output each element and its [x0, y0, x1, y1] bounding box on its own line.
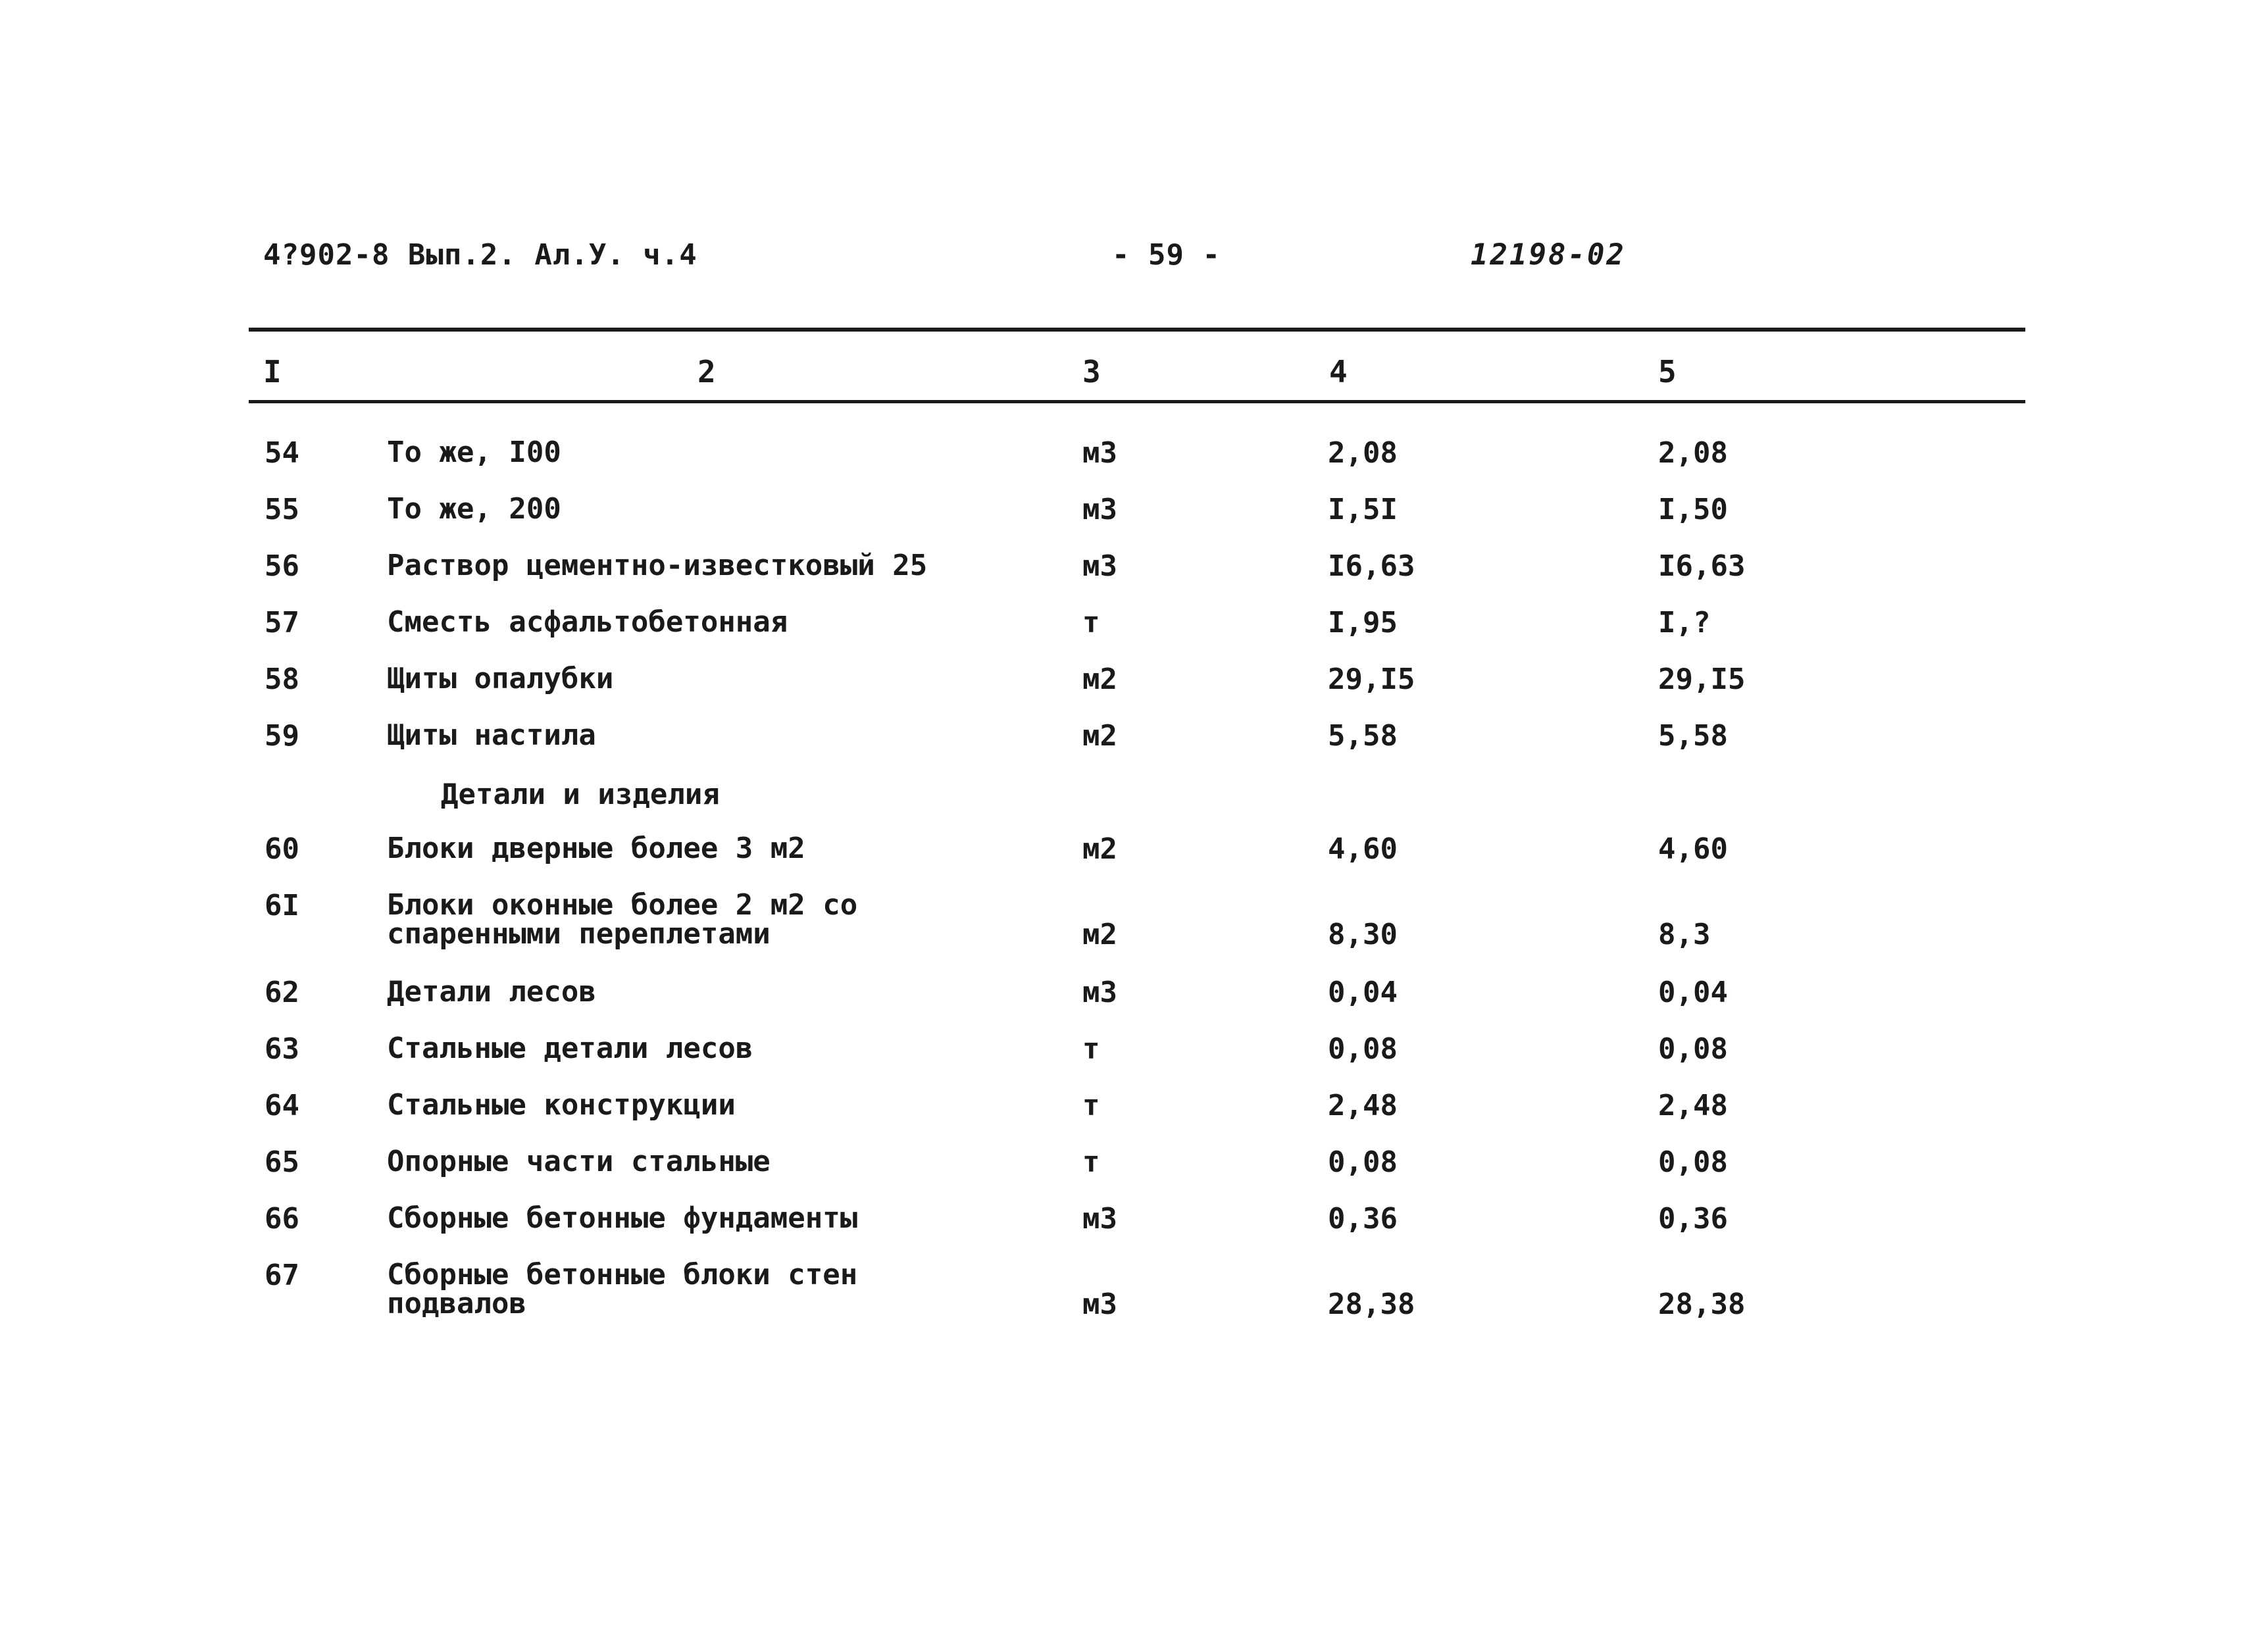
row-unit: м3: [1082, 1202, 1117, 1236]
row-value-5: I,?: [1658, 606, 1711, 639]
row-value-4: 0,08: [1328, 1032, 1398, 1066]
row-name: Стальные детали лесов: [387, 1032, 753, 1065]
row-unit: м3: [1082, 436, 1117, 470]
row-value-4: 28,38: [1328, 1288, 1415, 1321]
row-name: Щиты настила: [387, 718, 596, 752]
row-number: 6I: [265, 889, 299, 922]
row-name: Сборные бетонные фундаменты: [387, 1201, 858, 1235]
row-value-5: 2,48: [1658, 1089, 1728, 1122]
row-unit: м3: [1082, 976, 1117, 1009]
row-name: Щиты опалубки: [387, 662, 614, 695]
row-value-5: 5,58: [1658, 719, 1728, 753]
column-header-3: 3: [1082, 354, 1101, 389]
row-name: Блоки оконные более 2 м2 со спаренными переплетами: [387, 888, 858, 951]
document-stamp: 12198-02: [1471, 238, 1626, 272]
row-value-5: 0,04: [1658, 976, 1728, 1009]
row-name: Сборные бетонные блоки стен подвалов: [387, 1258, 858, 1320]
row-unit: т: [1082, 1089, 1100, 1122]
row-value-4: 29,I5: [1328, 663, 1415, 696]
row-value-4: 0,36: [1328, 1202, 1398, 1236]
row-number: 60: [265, 832, 299, 866]
row-number: 66: [265, 1202, 299, 1236]
row-unit: м2: [1082, 719, 1117, 753]
row-value-5: 0,36: [1658, 1202, 1728, 1236]
row-number: 65: [265, 1145, 299, 1179]
row-name: То же, I00: [387, 436, 561, 469]
row-number: 64: [265, 1089, 299, 1122]
row-name: Опорные части стальные: [387, 1145, 771, 1178]
row-number: 54: [265, 436, 299, 470]
row-unit: м3: [1082, 1288, 1117, 1321]
row-unit: т: [1082, 1145, 1100, 1179]
row-name: Сместь асфальтобетонная: [387, 605, 788, 639]
row-value-4: 5,58: [1328, 719, 1398, 753]
row-number: 59: [265, 719, 299, 753]
row-value-4: 4,60: [1328, 832, 1398, 866]
row-name: Детали лесов: [387, 975, 596, 1009]
row-unit: м3: [1082, 549, 1117, 583]
row-value-5: 28,38: [1658, 1288, 1746, 1321]
row-value-4: I,5I: [1328, 493, 1398, 526]
row-value-5: 2,08: [1658, 436, 1728, 470]
document-code: 4?902-8 Вып.2. Ал.У. ч.4: [263, 238, 697, 272]
row-unit: т: [1082, 1032, 1100, 1066]
row-number: 67: [265, 1259, 299, 1292]
row-value-5: I,50: [1658, 493, 1728, 526]
column-header-2: 2: [697, 354, 716, 389]
row-unit: м2: [1082, 918, 1117, 951]
section-title: Детали и изделия: [441, 778, 720, 811]
row-unit: м3: [1082, 493, 1117, 526]
row-unit: м2: [1082, 663, 1117, 696]
row-number: 63: [265, 1032, 299, 1066]
row-number: 57: [265, 606, 299, 639]
row-value-4: 2,08: [1328, 436, 1398, 470]
row-value-5: 0,08: [1658, 1145, 1728, 1179]
row-value-4: 8,30: [1328, 918, 1398, 951]
row-number: 62: [265, 976, 299, 1009]
row-unit: м2: [1082, 832, 1117, 866]
row-number: 58: [265, 663, 299, 696]
row-value-5: 4,60: [1658, 832, 1728, 866]
row-value-5: 8,3: [1658, 918, 1711, 951]
row-value-4: I6,63: [1328, 549, 1415, 583]
table-header-rule: [249, 400, 2025, 403]
row-number: 55: [265, 493, 299, 526]
table-top-rule: [249, 328, 2025, 332]
column-header-5: 5: [1658, 354, 1677, 389]
page-number: - 59 -: [1112, 238, 1221, 272]
row-value-5: 0,08: [1658, 1032, 1728, 1066]
column-header-1: I: [263, 354, 282, 389]
row-number: 56: [265, 549, 299, 583]
row-name: То же, 200: [387, 492, 561, 526]
row-value-5: I6,63: [1658, 549, 1746, 583]
row-value-4: 0,04: [1328, 976, 1398, 1009]
row-value-4: 2,48: [1328, 1089, 1398, 1122]
row-name: Раствор цементно-известковый 25: [387, 549, 928, 582]
row-name: Стальные конструкции: [387, 1088, 736, 1122]
column-header-4: 4: [1329, 354, 1348, 389]
row-value-4: 0,08: [1328, 1145, 1398, 1179]
row-name: Блоки дверные более 3 м2: [387, 832, 805, 865]
row-value-4: I,95: [1328, 606, 1398, 639]
row-unit: т: [1082, 606, 1100, 639]
row-value-5: 29,I5: [1658, 663, 1746, 696]
